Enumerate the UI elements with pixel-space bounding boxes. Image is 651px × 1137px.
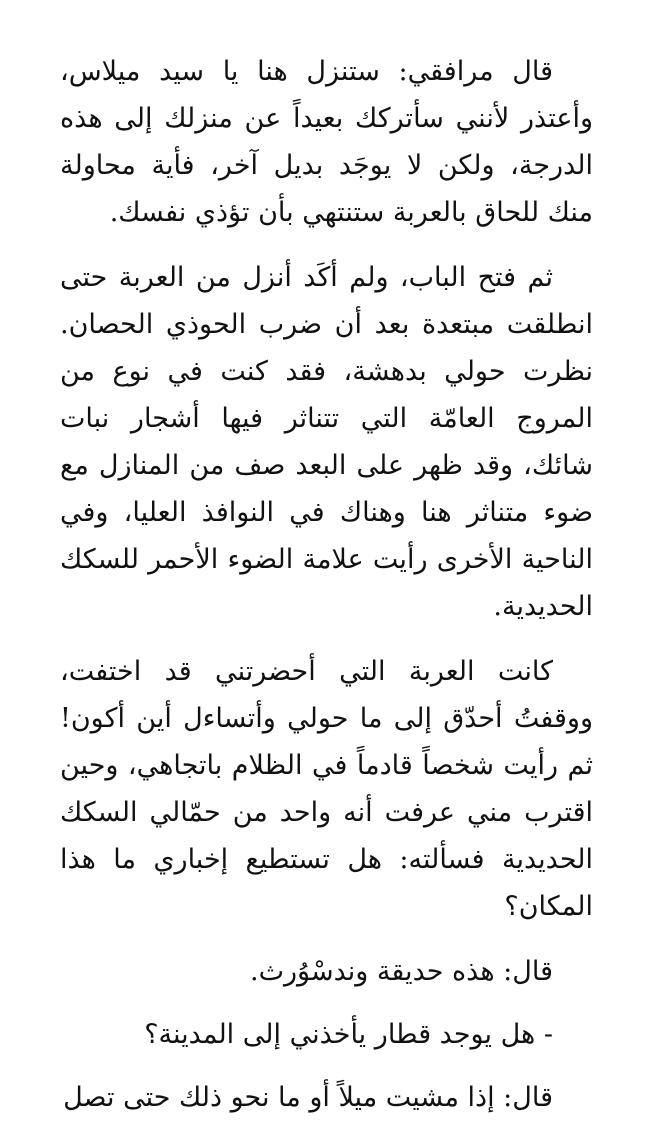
paragraph-companion-speech: قال مرافقي: ستنزل هنا يا سيد ميلاس، وأعتذر لأنني سأتركك بعيداً عن منزلك إلى هذه الدرجة، ولكن لا يوجَد بديل آخر، فأية محاولة منك للحاق بالعربة ستنتهي بأن تؤذي نفسك. [60,56,593,228]
paragraph-wandsworth-reply: قال: هذه حديقة وندسْوُرث. [250,956,553,987]
paragraph-train-question: - هل يوجد قطار يأخذني إلى المدينة؟ [144,1019,553,1050]
paragraph-meeting-porter: كانت العربة التي أحضرتني قد اختفت، ووقفتُ أحدّق إلى ما حولي وأتساءل أين أكون! ثم رأيت شخصاً قادماً في الظلام باتجاهي، وحين اقترب مني عرفت أنه واحد من حمّالي السكك الحديدية فسألته: هل تستطيع إخباري ما هذا المكان؟ [60,656,593,922]
paragraph-leaving-carriage: ثم فتح الباب، ولم أكَد أنزل من العربة حتى انطلقت مبتعدة بعد أن ضرب الحوذي الحصان. نظرت حولي بدهشة، فقد كنت في نوع من المروج العامّة التي تتناثر فيها أشجار نبات شائك، وقد ظهر على البعد صف من المنازل مع ضوء متناثر هنا وهناك في النوافذ العليا، وفي الناحية الأخرى رأيت علامة الضوء الأحمر للسكك الحديدية. [60,262,593,622]
paragraph-walk-answer: قال: إذا مشيت ميلاً أو ما نحو ذلك حتى تصل [63,1082,553,1113]
book-page [60,48,593,1137]
